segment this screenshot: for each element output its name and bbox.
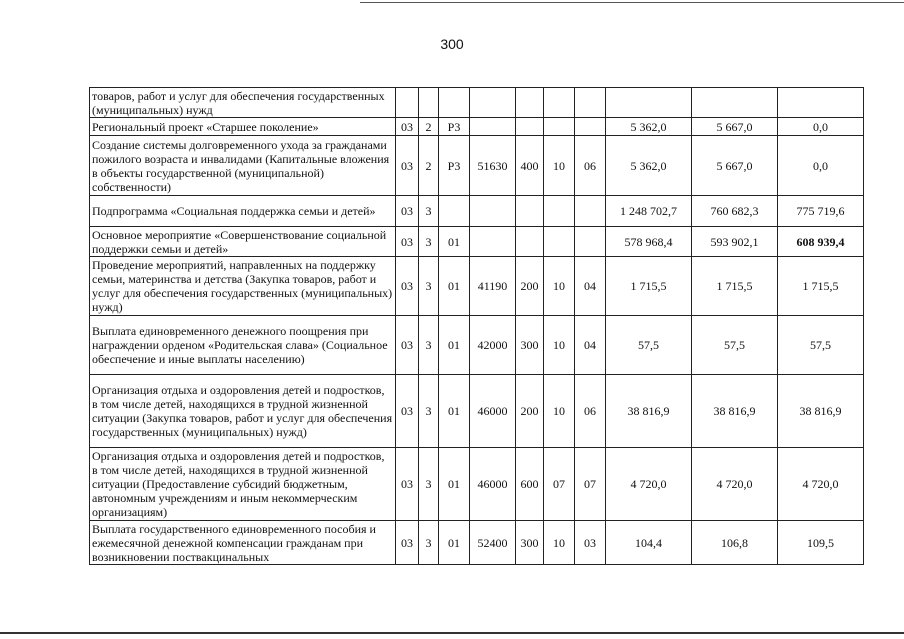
table-row (90, 88, 864, 118)
cell-section: 10 (544, 521, 575, 565)
cell-event (439, 196, 470, 227)
cell-amount-year2: 593 902,1 (692, 227, 778, 257)
cell-amount-year3: 109,5 (778, 521, 864, 565)
cell-amount-year3: 4 720,0 (778, 448, 864, 521)
table-row (90, 316, 864, 375)
cell-amount-year1: 4 720,0 (606, 448, 692, 521)
cell-subsection: 04 (575, 257, 606, 316)
row-name: Подпрограмма «Социальная поддержка семьи и детей» (90, 196, 396, 227)
scan-edge-bottom (0, 632, 904, 634)
cell-direction (470, 88, 516, 118)
row-name: Организация отдыха и оздоровления детей и подростков, в том числе детей, находящихся в трудной жизненной ситуации (Предоставление субсидий бюджетным, автономным учреждениям и иным некоммерческим организациям) (90, 448, 396, 521)
cell-amount-year2: 106,8 (692, 521, 778, 565)
cell-program: 03 (396, 196, 419, 227)
cell-subprogram (419, 88, 439, 118)
cell-section: 07 (544, 448, 575, 521)
cell-direction (470, 196, 516, 227)
cell-subprogram: 2 (419, 136, 439, 196)
cell-amount-year2: 57,5 (692, 316, 778, 375)
cell-program: 03 (396, 136, 419, 196)
cell-subsection: 06 (575, 375, 606, 448)
cell-amount-year3: 775 719,6 (778, 196, 864, 227)
cell-subprogram: 3 (419, 227, 439, 257)
row-name: Создание системы долговременного ухода за гражданами пожилого возраста и инвалидами (Капитальные вложения в объекты государственной (муниципальной) собственности) (90, 136, 396, 196)
page-number: 300 (440, 36, 464, 52)
cell-event: 01 (439, 448, 470, 521)
cell-expense-type (516, 227, 544, 257)
cell-program (396, 88, 419, 118)
cell-subprogram: 3 (419, 316, 439, 375)
scan-edge-top (360, 2, 904, 3)
cell-section: 10 (544, 316, 575, 375)
row-name: Выплата государственного единовременного пособия и ежемесячной денежной компенсации гражданам при возникновении поствакцинальных (90, 521, 396, 565)
cell-program: 03 (396, 316, 419, 375)
cell-amount-year1: 1 715,5 (606, 257, 692, 316)
table-row (90, 118, 864, 136)
cell-amount-year2: 1 715,5 (692, 257, 778, 316)
cell-amount-year2: 4 720,0 (692, 448, 778, 521)
cell-direction: 51630 (470, 136, 516, 196)
cell-amount-year3: 0,0 (778, 118, 864, 136)
cell-expense-type: 600 (516, 448, 544, 521)
cell-expense-type: 200 (516, 257, 544, 316)
cell-expense-type (516, 118, 544, 136)
cell-expense-type (516, 88, 544, 118)
cell-subsection (575, 196, 606, 227)
cell-expense-type: 300 (516, 521, 544, 565)
row-name: товаров, работ и услуг для обеспечения государственных (муниципальных) нужд (90, 88, 396, 118)
cell-program: 03 (396, 118, 419, 136)
cell-subsection (575, 227, 606, 257)
cell-amount-year3: 57,5 (778, 316, 864, 375)
cell-subsection (575, 88, 606, 118)
cell-amount-year1: 578 968,4 (606, 227, 692, 257)
cell-amount-year3: 1 715,5 (778, 257, 864, 316)
cell-subprogram: 2 (419, 118, 439, 136)
table-row (90, 448, 864, 521)
cell-amount-year3 (778, 88, 864, 118)
cell-section: 10 (544, 375, 575, 448)
cell-amount-year2: 760 682,3 (692, 196, 778, 227)
cell-subsection: 04 (575, 316, 606, 375)
cell-amount-year3: 0,0 (778, 136, 864, 196)
cell-direction: 46000 (470, 375, 516, 448)
cell-program: 03 (396, 227, 419, 257)
cell-event (439, 88, 470, 118)
cell-amount-year3: 38 816,9 (778, 375, 864, 448)
row-name: Основное мероприятие «Совершенствование социальной поддержки семьи и детей» (90, 227, 396, 257)
cell-amount-year2: 5 667,0 (692, 118, 778, 136)
cell-direction (470, 227, 516, 257)
cell-program: 03 (396, 448, 419, 521)
cell-expense-type: 400 (516, 136, 544, 196)
cell-expense-type: 200 (516, 375, 544, 448)
cell-amount-year1: 104,4 (606, 521, 692, 565)
table-row (90, 227, 864, 257)
cell-direction: 52400 (470, 521, 516, 565)
cell-amount-year1: 1 248 702,7 (606, 196, 692, 227)
table-row (90, 136, 864, 196)
cell-subsection (575, 118, 606, 136)
row-name: Региональный проект «Старшее поколение» (90, 118, 396, 136)
cell-direction (470, 118, 516, 136)
cell-section (544, 88, 575, 118)
cell-amount-year1: 57,5 (606, 316, 692, 375)
cell-amount-year2 (692, 88, 778, 118)
cell-subprogram: 3 (419, 448, 439, 521)
cell-event: 01 (439, 316, 470, 375)
cell-subprogram: 3 (419, 375, 439, 448)
cell-section (544, 227, 575, 257)
cell-expense-type: 300 (516, 316, 544, 375)
budget-table (89, 87, 864, 565)
cell-subsection: 07 (575, 448, 606, 521)
cell-program: 03 (396, 521, 419, 565)
table-row (90, 521, 864, 565)
cell-direction: 42000 (470, 316, 516, 375)
cell-subprogram: 3 (419, 257, 439, 316)
table-row (90, 257, 864, 316)
cell-subprogram: 3 (419, 521, 439, 565)
cell-amount-year1: 5 362,0 (606, 136, 692, 196)
cell-section (544, 118, 575, 136)
cell-amount-year1: 38 816,9 (606, 375, 692, 448)
cell-amount-year3: 608 939,4 (778, 227, 864, 257)
cell-event: 01 (439, 375, 470, 448)
row-name: Проведение мероприятий, направленных на поддержку семьи, материнства и детства (Закупка товаров, работ и услуг для обеспечения государственных (муниципальных) нужд) (90, 257, 396, 316)
cell-section: 10 (544, 257, 575, 316)
table-row (90, 196, 864, 227)
cell-program: 03 (396, 375, 419, 448)
cell-expense-type (516, 196, 544, 227)
cell-subprogram: 3 (419, 196, 439, 227)
cell-direction: 46000 (470, 448, 516, 521)
cell-event: 01 (439, 257, 470, 316)
cell-event: 01 (439, 227, 470, 257)
row-name: Организация отдыха и оздоровления детей и подростков, в том числе детей, находящихся в трудной жизненной ситуации (Закупка товаров, работ и услуг для обеспечения государственных (муниципальных) нужд) (90, 375, 396, 448)
cell-amount-year2: 5 667,0 (692, 136, 778, 196)
cell-subsection: 06 (575, 136, 606, 196)
cell-subsection: 03 (575, 521, 606, 565)
cell-section (544, 196, 575, 227)
cell-event: Р3 (439, 118, 470, 136)
cell-section: 10 (544, 136, 575, 196)
cell-event: 01 (439, 521, 470, 565)
cell-direction: 41190 (470, 257, 516, 316)
cell-amount-year1 (606, 88, 692, 118)
cell-amount-year1: 5 362,0 (606, 118, 692, 136)
row-name: Выплата единовременного денежного поощрения при награждении орденом «Родительская слава» (Социальное обеспечение и иные выплаты населению) (90, 316, 396, 375)
cell-amount-year2: 38 816,9 (692, 375, 778, 448)
table-row (90, 375, 864, 448)
cell-event: Р3 (439, 136, 470, 196)
cell-program: 03 (396, 257, 419, 316)
